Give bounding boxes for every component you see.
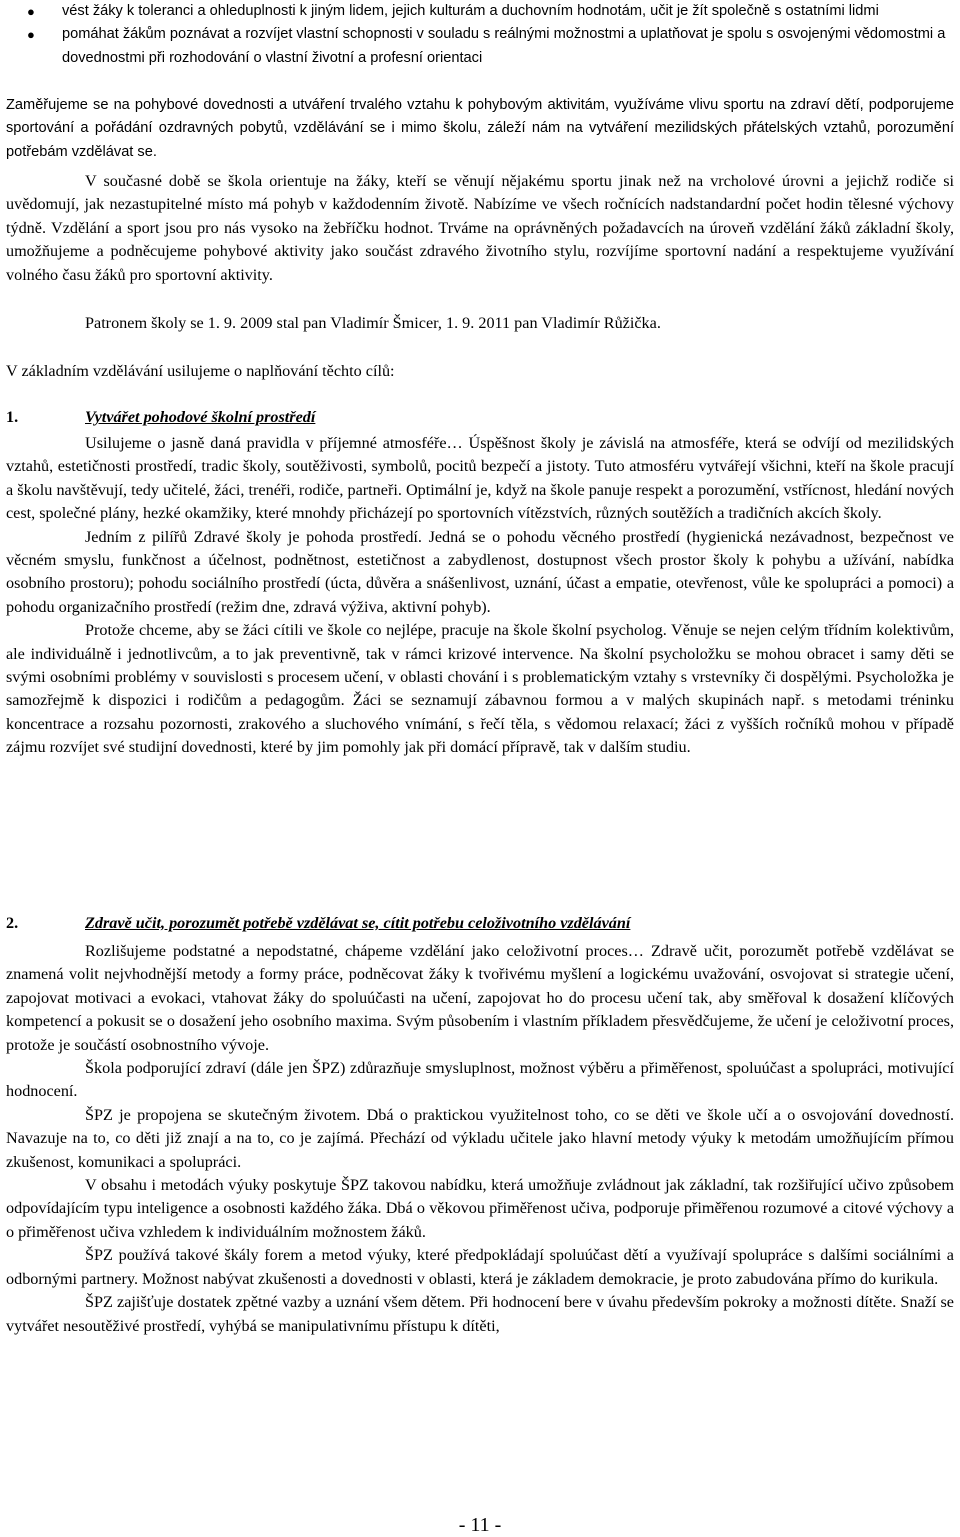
intro-sport-paragraph: Zaměřujeme se na pohybové dovednosti a utváření trvalého vztahu k pohybovým aktivitám, využíváme vlivu sportu na zdraví dětí, podporujeme sportování a pořádání ozdravných pobytů, vzdělávání se i mimo školu, záleží nám na vytváření mezilidských přátelských vztahů, porozumění potřebám vzdělávat se. bbox=[6, 97, 954, 160]
section-paragraph: Protože chceme, aby se žáci cítili ve škole co nejlépe, pracuje na škole školní psycholog. Věnuje se nejen celým třídním kolektivům, ale individuálně i jednotlivcům, a to jak preventivně, tak v rámci krizové intervence. Na školní psycholožku se mohou obracet i samy děti se svými osobními problémy v souvislosti s procesem učení, v oblasti chování i s problematickým vztahy s vrstevníky či dospělými. Psycholožka je samozřejmě k dispozici i rodičům a pedagogům. Žáci se seznamují zábavnou formou a v malých skupinách např. s metodami tréninku koncentrace a rozsahu pozornosti, zrakového a sluchového vnímání, s řečí těla, s vědomou relaxací; žáci z vyšších ročníků mohou v případě zájmu rozvíjet své studijní dovednosti, které by jim pomohly jak při domácí přípravě, tak v dalším studiu. bbox=[6, 621, 954, 757]
section-paragraph: Rozlišujeme podstatné a nepodstatné, chápeme vzdělání jako celoživotní proces… Zdravě učit, porozumět potřebě vzdělávat se znamená volit nejvhodnější metody a formy práce, podněcovat žáky k tvořivému myšlení a logickému uvažování, osvojovat si strategie učení, zapojovat motivaci a evokaci, vtahovat žáky do spoluúčasti na učení, zapojovat ho do procesu učení tak, aby směřoval k dosažení klíčových kompetencí a pokusit se o dosažení jeho osobního maxima. Svým působením i vlastním příkladem přesvědčujeme, že učení je celoživotní proces, protože je součástí osobnostního vývoje. bbox=[6, 942, 954, 1054]
bullet-text: pomáhat žákům poznávat a rozvíjet vlastní schopnosti v souladu s reálnými možnostmi a uplatňovat je spolu s osvojenými vědomostmi a dovednostmi při rozhodování o vlastní životní a profesní orientaci bbox=[62, 26, 946, 66]
section-paragraph: Jedním z pilířů Zdravé školy je pohoda prostředí. Jedná se o pohodu věcného prostředí (hygienická nezávadnost, bezpečnost ve věcném smyslu, funkčnost a účelnost, podnětnost, estetičnost a zabydlenost, dostupnost všech prostor školy k pohybu a užívání, nabídka osobního prostoru); pohodu sociálního prostředí (úcta, důvěra a snášenlivost, uznání, účast a empatie, otevřenost, vůle ke spolupráci a pomoci) a pohodu organizačního prostředí (režim dne, zdravá výživa, aktivní pohyb). bbox=[6, 527, 954, 616]
section-title: Zdravě učit, porozumět potřebě vzdělávat se, cítit potřebu celoživotního vzdělávání bbox=[85, 914, 631, 932]
bullet-icon: ● bbox=[27, 4, 35, 19]
goals-intro: V základním vzdělávání usilujeme o naplňování těchto cílů: bbox=[6, 362, 395, 380]
section-paragraph: Usilujeme o jasně daná pravidla v příjemné atmosféře… Úspěšnost školy je závislá na atmosféře, která se odvíjí od mezilidských vztahů, estetičnosti prostředí, tradic školy, soutěživosti, symbolů, pocitů bezpečí a jistoty. Tuto atmosféru vytvářejí všichni, kteří na škole pracují a školu navštěvují, tedy učitelé, žáci, trenéři, rodiče, partneři. Optimální je, když na škole panuje respekt a porozumění, vstřícnost, hledání nových cest, společné plány, hezké okamžiky, které mnohdy přicházejí po sportovních vítězstvích, různých soutěžích a tradičních akcích školy. bbox=[6, 434, 954, 523]
section-number: 1. bbox=[6, 408, 19, 426]
section-title: Vytvářet pohodové školní prostředí bbox=[85, 408, 316, 426]
bullet-item bbox=[0, 0, 960, 23]
section-2-body bbox=[6, 940, 954, 1338]
section-number: 2. bbox=[6, 914, 19, 932]
section-paragraph: ŠPZ používá takové škály forem a metod výuky, které předpokládají spoluúčast dětí a využívají spolupráce s dalšími sociálními a odbornými partnery. Možnost nabývat zkušenosti a dovednosti v oblasti, která je základem demokracie, je proto zabudována přímo do kurikula. bbox=[6, 1246, 954, 1288]
sport-paragraph: V současné době se škola orientuje na žáky, kteří se věnují nějakému sportu jinak než na vrcholové úrovni a jejichž rodiče si uvědomují, jak nezastupitelné místo má pohyb v každodenním životě. Nabízíme ve všech ročnících nadstandardní počet hodin tělesné výchovy týdně. Vzdělání a sport jsou pro nás vysoko na žebříčku hodnot. Trváme na oprávněných požadavcích na úroveň vzdělání žáků základní školy, umožňujeme a podněcujeme pohybové aktivity jako součást zdravého životního stylu, rozvíjíme sportovní nadání a respektujeme využívání volného času žáků pro sportovní aktivity. bbox=[6, 172, 954, 284]
section-1-heading bbox=[6, 408, 954, 427]
section-1-body bbox=[6, 432, 954, 760]
bullet-icon: ● bbox=[27, 27, 35, 43]
bullet-item bbox=[0, 23, 960, 70]
goal-bullet-list bbox=[0, 0, 960, 70]
patrons-paragraph: Patronem školy se 1. 9. 2009 stal pan Vladimír Šmicer, 1. 9. 2011 pan Vladimír Růžička. bbox=[85, 314, 661, 332]
page-number: - 11 - bbox=[458, 1514, 502, 1536]
section-paragraph: Škola podporující zdraví (dále jen ŠPZ) zdůrazňuje smysluplnost, možnost výběru a přiměřenost, spoluúčast a spolupráci, motivující hodnocení. bbox=[6, 1059, 954, 1101]
section-paragraph: V obsahu i metodách výuky poskytuje ŠPZ takovou nabídku, která umožňuje zvládnout jak základní, tak rozšiřující učivo způsobem odpovídajícím typu inteligence a osobnosti každého žáka. Dbá o věkovou přiměřenost učiva, podporuje přiměřenou rozumové a citové výchovy a o přiměřenost učiva vzhledem k individuálním možnostem žáků. bbox=[6, 1176, 954, 1241]
section-paragraph: ŠPZ zajišťuje dostatek zpětné vazby a uznání všem dětem. Při hodnocení bere v úvahu především pokroky a možnosti dítěte. Snaží se vytvářet nesoutěživé prostředí, vyhýbá se manipulativnímu přístupu k dítěti, bbox=[6, 1293, 954, 1335]
section-2-heading bbox=[6, 914, 954, 933]
bullet-text: vést žáky k toleranci a ohleduplnosti k jiným lidem, jejich kulturám a duchovním hodnotám, učit je žít společně s ostatními lidmi bbox=[62, 3, 879, 19]
section-paragraph: ŠPZ je propojena se skutečným životem. Dbá o praktickou využitelnost toho, co se děti ve škole učí a o osvojování dovedností. Navazuje na to, co děti již znají a na to, co je zajímá. Přechází od výkladu učitele jako hlavní metody výuky k metodám umožňujícím přímou zkušenost, komunikaci a spolupráci. bbox=[6, 1105, 954, 1171]
